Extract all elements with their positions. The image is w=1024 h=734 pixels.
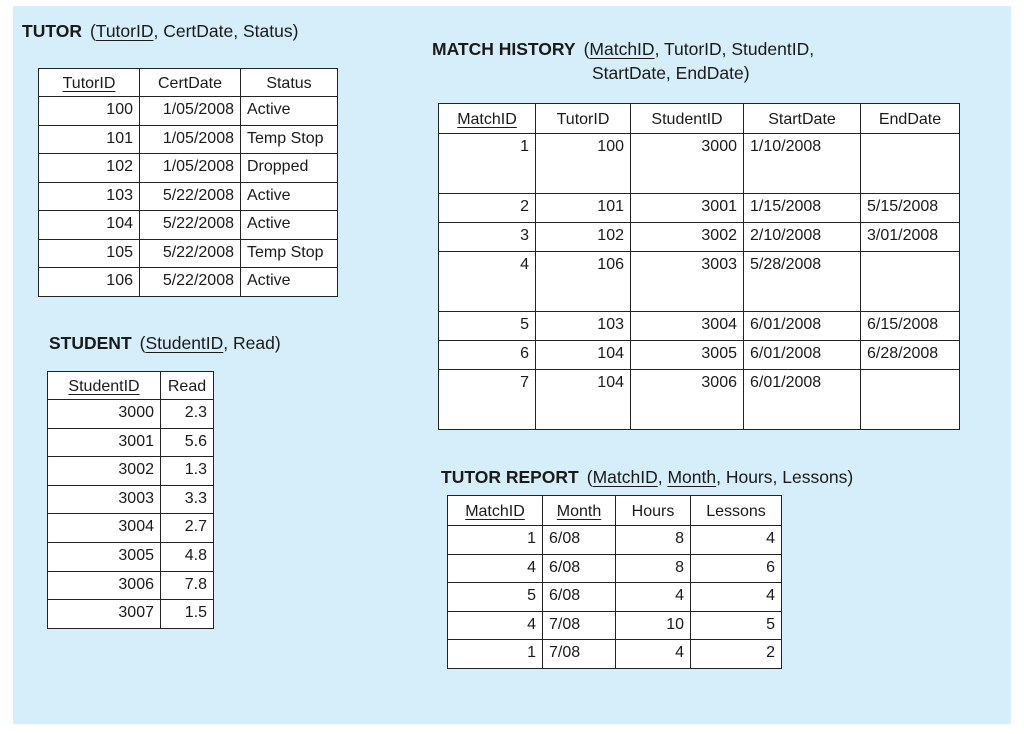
table-row [39,125,338,154]
cell: 1.3 [161,457,214,486]
cell: Active [241,211,338,240]
cell: 5/22/2008 [140,268,241,297]
cell: 3000 [48,400,161,429]
table-row [439,252,960,312]
cell: 6/08 [543,526,616,555]
cell: Active [241,268,338,297]
cell: 5.6 [161,428,214,457]
cell: Active [241,97,338,126]
cell: Temp Stop [241,239,338,268]
cell: 1/15/2008 [744,194,861,223]
relation-attrs: (TutorID, CertDate, Status) [89,21,299,41]
cell: 6/01/2008 [744,312,861,341]
table-row [39,97,338,126]
table-row [48,600,214,629]
relation-attrs: (MatchID, Month, Hours, Lessons) [586,467,854,487]
cell: 1/05/2008 [140,97,241,126]
cell: 3007 [48,600,161,629]
cell: 4 [616,583,691,612]
cell: 3006 [48,571,161,600]
cell: 3005 [631,341,744,370]
cell: 7 [439,370,536,430]
cell: 102 [536,223,631,252]
table-row [439,341,960,370]
cell: 3005 [48,542,161,571]
cell: 5/22/2008 [140,211,241,240]
cell: 105 [39,239,140,268]
column-header: StudentID [631,104,744,134]
cell: 3 [439,223,536,252]
cell: 4 [691,583,782,612]
primary-key: Month [667,467,717,487]
column-header: Month [543,496,616,526]
cell: 5/22/2008 [140,239,241,268]
cell: 1/10/2008 [744,134,861,194]
table-row [39,182,338,211]
cell: 7/08 [543,611,616,640]
cell: 4 [448,554,543,583]
column-header: EndDate [861,104,960,134]
cell: 3002 [48,457,161,486]
cell: 5 [439,312,536,341]
cell: 10 [616,611,691,640]
tutor-heading [22,20,298,42]
cell: 2 [439,194,536,223]
cell: 5 [448,583,543,612]
cell: 3006 [631,370,744,430]
cell: 4 [616,640,691,669]
cell: 2/10/2008 [744,223,861,252]
tutor-report-heading [441,466,853,488]
cell: Active [241,182,338,211]
column-header: StudentID [48,372,161,400]
student-table [47,371,214,629]
cell: Temp Stop [241,125,338,154]
cell: 6/01/2008 [744,341,861,370]
cell: 103 [39,182,140,211]
header-row [439,104,960,134]
cell: 6 [691,554,782,583]
tutor-table [38,68,338,297]
cell: 2.3 [161,400,214,429]
cell: 102 [39,154,140,183]
column-header: TutorID [536,104,631,134]
cell: 103 [536,312,631,341]
cell: 104 [536,370,631,430]
cell [861,252,960,312]
cell: 4 [448,611,543,640]
cell: 1.5 [161,600,214,629]
table-row [39,211,338,240]
cell: 4 [691,526,782,555]
relation-name: STUDENT [49,333,132,353]
tutor-report-table [447,495,782,669]
cell: 104 [39,211,140,240]
relation-name: MATCH HISTORY [432,39,576,59]
cell: 5/22/2008 [140,182,241,211]
table-row [48,400,214,429]
table-row [39,154,338,183]
relation-attrs: (StudentID, Read) [139,333,281,353]
match-history-table [438,103,960,430]
table-row [448,554,782,583]
table-row [48,428,214,457]
primary-key: MatchID [592,467,658,487]
column-header: Hours [616,496,691,526]
cell: 2.7 [161,514,214,543]
table-row [48,571,214,600]
column-header: TutorID [39,69,140,97]
column-header: MatchID [439,104,536,134]
cell: 6 [439,341,536,370]
cell: 3002 [631,223,744,252]
cell: 104 [536,341,631,370]
cell: 1/05/2008 [140,154,241,183]
primary-key: MatchID [589,39,655,59]
primary-key: TutorID [95,21,154,41]
header-row [39,69,338,97]
table-row [48,457,214,486]
cell: 3003 [48,485,161,514]
primary-key: StudentID [145,333,224,353]
table-row [39,239,338,268]
column-header: CertDate [140,69,241,97]
table-row [48,485,214,514]
cell: 3004 [48,514,161,543]
cell: 3.3 [161,485,214,514]
cell [861,370,960,430]
cell: Dropped [241,154,338,183]
table-row [448,526,782,555]
cell: 7/08 [543,640,616,669]
column-header: Read [161,372,214,400]
cell: 6/28/2008 [861,341,960,370]
cell [861,134,960,194]
table-row [39,268,338,297]
cell: 3/01/2008 [861,223,960,252]
cell: 6/08 [543,583,616,612]
cell: 3001 [48,428,161,457]
cell: 8 [616,554,691,583]
cell: 1 [448,526,543,555]
table-row [439,312,960,341]
table-row [439,134,960,194]
cell: 3001 [631,194,744,223]
cell: 5/15/2008 [861,194,960,223]
table-row [439,370,960,430]
header-row [448,496,782,526]
cell: 106 [39,268,140,297]
table-row [48,514,214,543]
cell: 3000 [631,134,744,194]
cell: 106 [536,252,631,312]
relation-name: TUTOR [22,21,82,41]
relation-attrs-continued: StartDate, EndDate) [592,63,750,83]
table-row [448,583,782,612]
cell: 1/05/2008 [140,125,241,154]
cell: 101 [39,125,140,154]
table-row [439,223,960,252]
cell: 2 [691,640,782,669]
header-row [48,372,214,400]
cell: 8 [616,526,691,555]
column-header: Status [241,69,338,97]
cell: 5 [691,611,782,640]
cell: 100 [536,134,631,194]
match-history-heading-line2 [592,62,750,84]
cell: 6/01/2008 [744,370,861,430]
cell: 4 [439,252,536,312]
match-history-heading [432,38,814,60]
cell: 100 [39,97,140,126]
cell: 1 [439,134,536,194]
relation-attrs: (MatchID, TutorID, StudentID, [583,39,815,59]
cell: 3004 [631,312,744,341]
cell: 5/28/2008 [744,252,861,312]
cell: 4.8 [161,542,214,571]
table-row [448,611,782,640]
cell: 101 [536,194,631,223]
column-header: Lessons [691,496,782,526]
cell: 3003 [631,252,744,312]
table-row [48,542,214,571]
relation-name: TUTOR REPORT [441,467,579,487]
cell: 6/08 [543,554,616,583]
cell: 1 [448,640,543,669]
student-heading [49,332,281,354]
column-header: StartDate [744,104,861,134]
table-row [448,640,782,669]
cell: 6/15/2008 [861,312,960,341]
column-header: MatchID [448,496,543,526]
table-row [439,194,960,223]
cell: 7.8 [161,571,214,600]
